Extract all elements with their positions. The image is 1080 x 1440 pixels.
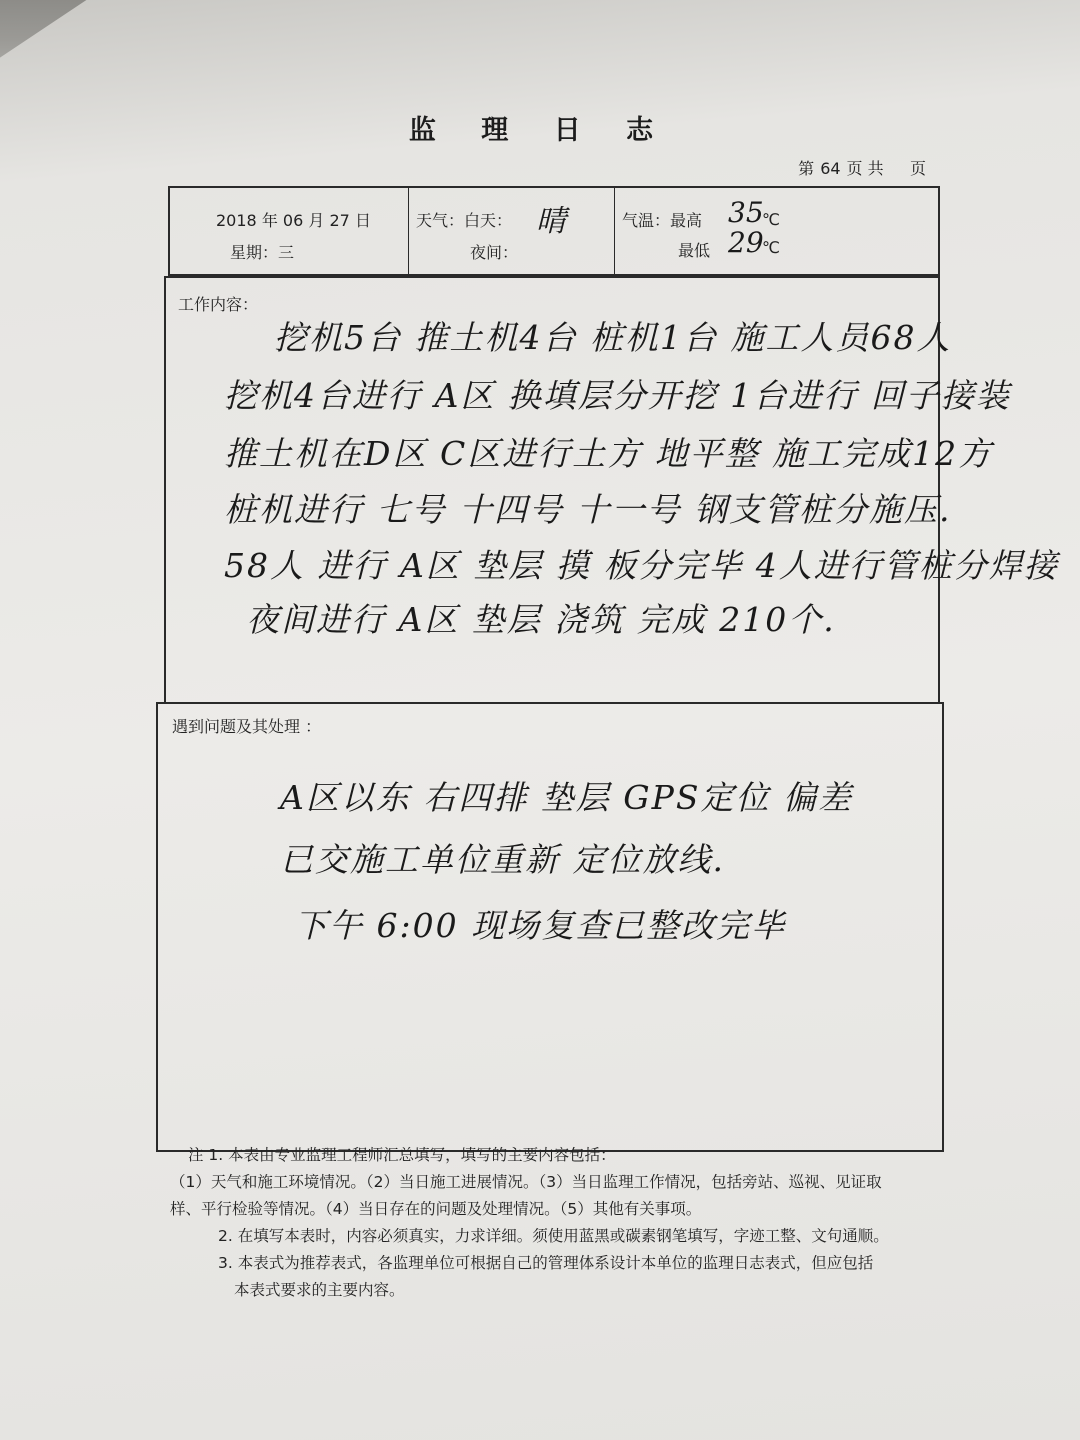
- header-table: [168, 186, 940, 276]
- work-content-section: [164, 276, 1059, 704]
- temp-high-label: 气温：最高: [622, 211, 703, 230]
- note-1-line-2: （1）天气和施工环境情况。（2）当日施工进展情况。（3）当日监理工作情况，包括旁站、巡视、见证取: [170, 1173, 882, 1191]
- work-line-3: 推土机在D区 C区进行土方 地平整 施工完成12方: [224, 434, 994, 473]
- issues-section: [156, 702, 944, 1152]
- form-notes: [170, 1142, 960, 1304]
- temp-high-value: 35: [728, 196, 764, 229]
- page-no: 64: [820, 159, 841, 178]
- work-line-5: 58人 进行 A区 垫层 摸 板分完毕 4人进行管桩分焊接: [224, 546, 1059, 585]
- issue-line-3: 下午 6:00 现场复查已整改完毕: [294, 906, 787, 945]
- page-suffix: 页: [909, 159, 926, 178]
- weather-day-value: 晴: [536, 204, 566, 239]
- note-2: 2. 在填写本表时，内容必须真实，力求详细。须使用蓝黑或碳素钢笔填写，字迹工整、文句通顺。: [218, 1227, 889, 1245]
- page-prefix: 第: [798, 159, 815, 178]
- issues-label: 遇到问题及其处理 ：: [172, 717, 322, 736]
- note-1-head: 注 1. 本表由专业监理工程师汇总填写，填写的主要内容包括：: [188, 1146, 616, 1164]
- note-3-line-2: 本表式要求的主要内容。: [234, 1281, 405, 1299]
- page-mid: 页 共: [846, 159, 884, 178]
- temp-low-label: 最低: [678, 241, 711, 260]
- work-line-2: 挖机4台进行 A区 换填层分开挖 1台进行 回子接装: [224, 376, 1011, 415]
- date-month: 06: [282, 211, 304, 230]
- temp-low-value: 29: [728, 226, 764, 259]
- note-3-line-1: 3. 本表式为推荐表式，各监理单位可根据自己的管理体系设计本单位的监理日志表式，但应包括: [218, 1254, 874, 1272]
- date-year-unit: 年: [261, 211, 278, 230]
- weather-day-label: 天气：白天：: [416, 211, 513, 230]
- date-month-unit: 月: [308, 211, 325, 230]
- date-line: [216, 208, 371, 231]
- weekday-value: 三: [278, 243, 295, 262]
- temp-low-unit: ℃: [762, 238, 780, 257]
- temperature-cell: [616, 188, 938, 274]
- weekday-label: 星期：: [230, 243, 279, 262]
- work-line-6: 夜间进行 A区 垫层 浇筑 完成 210个.: [246, 600, 836, 639]
- weather-night-label: 夜间：: [470, 243, 519, 262]
- weather-cell: [408, 188, 615, 274]
- work-line-1: 挖机5台 推土机4台 桩机1台 施工人员68人: [274, 318, 952, 357]
- work-line-4: 桩机进行 七号 十四号 十一号 钢支管桩分施压.: [224, 490, 952, 529]
- page-number: [798, 156, 932, 179]
- date-cell: [170, 188, 409, 274]
- page-title: 监 理 日 志: [408, 115, 672, 146]
- issue-line-1: A区以东 右四排 垫层 GPS定位 偏差: [280, 778, 853, 817]
- note-1-line-3: 样、平行检验等情况。（4）当日存在的问题及处理情况。（5）其他有关事项。: [170, 1200, 702, 1218]
- weekday-line: [230, 240, 294, 263]
- work-label: 工作内容：: [178, 295, 259, 314]
- issue-line-2: 已交施工单位重新 定位放线.: [280, 840, 725, 879]
- date-day: 27: [329, 211, 350, 230]
- date-day-unit: 日: [354, 211, 371, 230]
- date-year: 2018: [216, 211, 257, 230]
- temp-high-unit: ℃: [762, 210, 780, 229]
